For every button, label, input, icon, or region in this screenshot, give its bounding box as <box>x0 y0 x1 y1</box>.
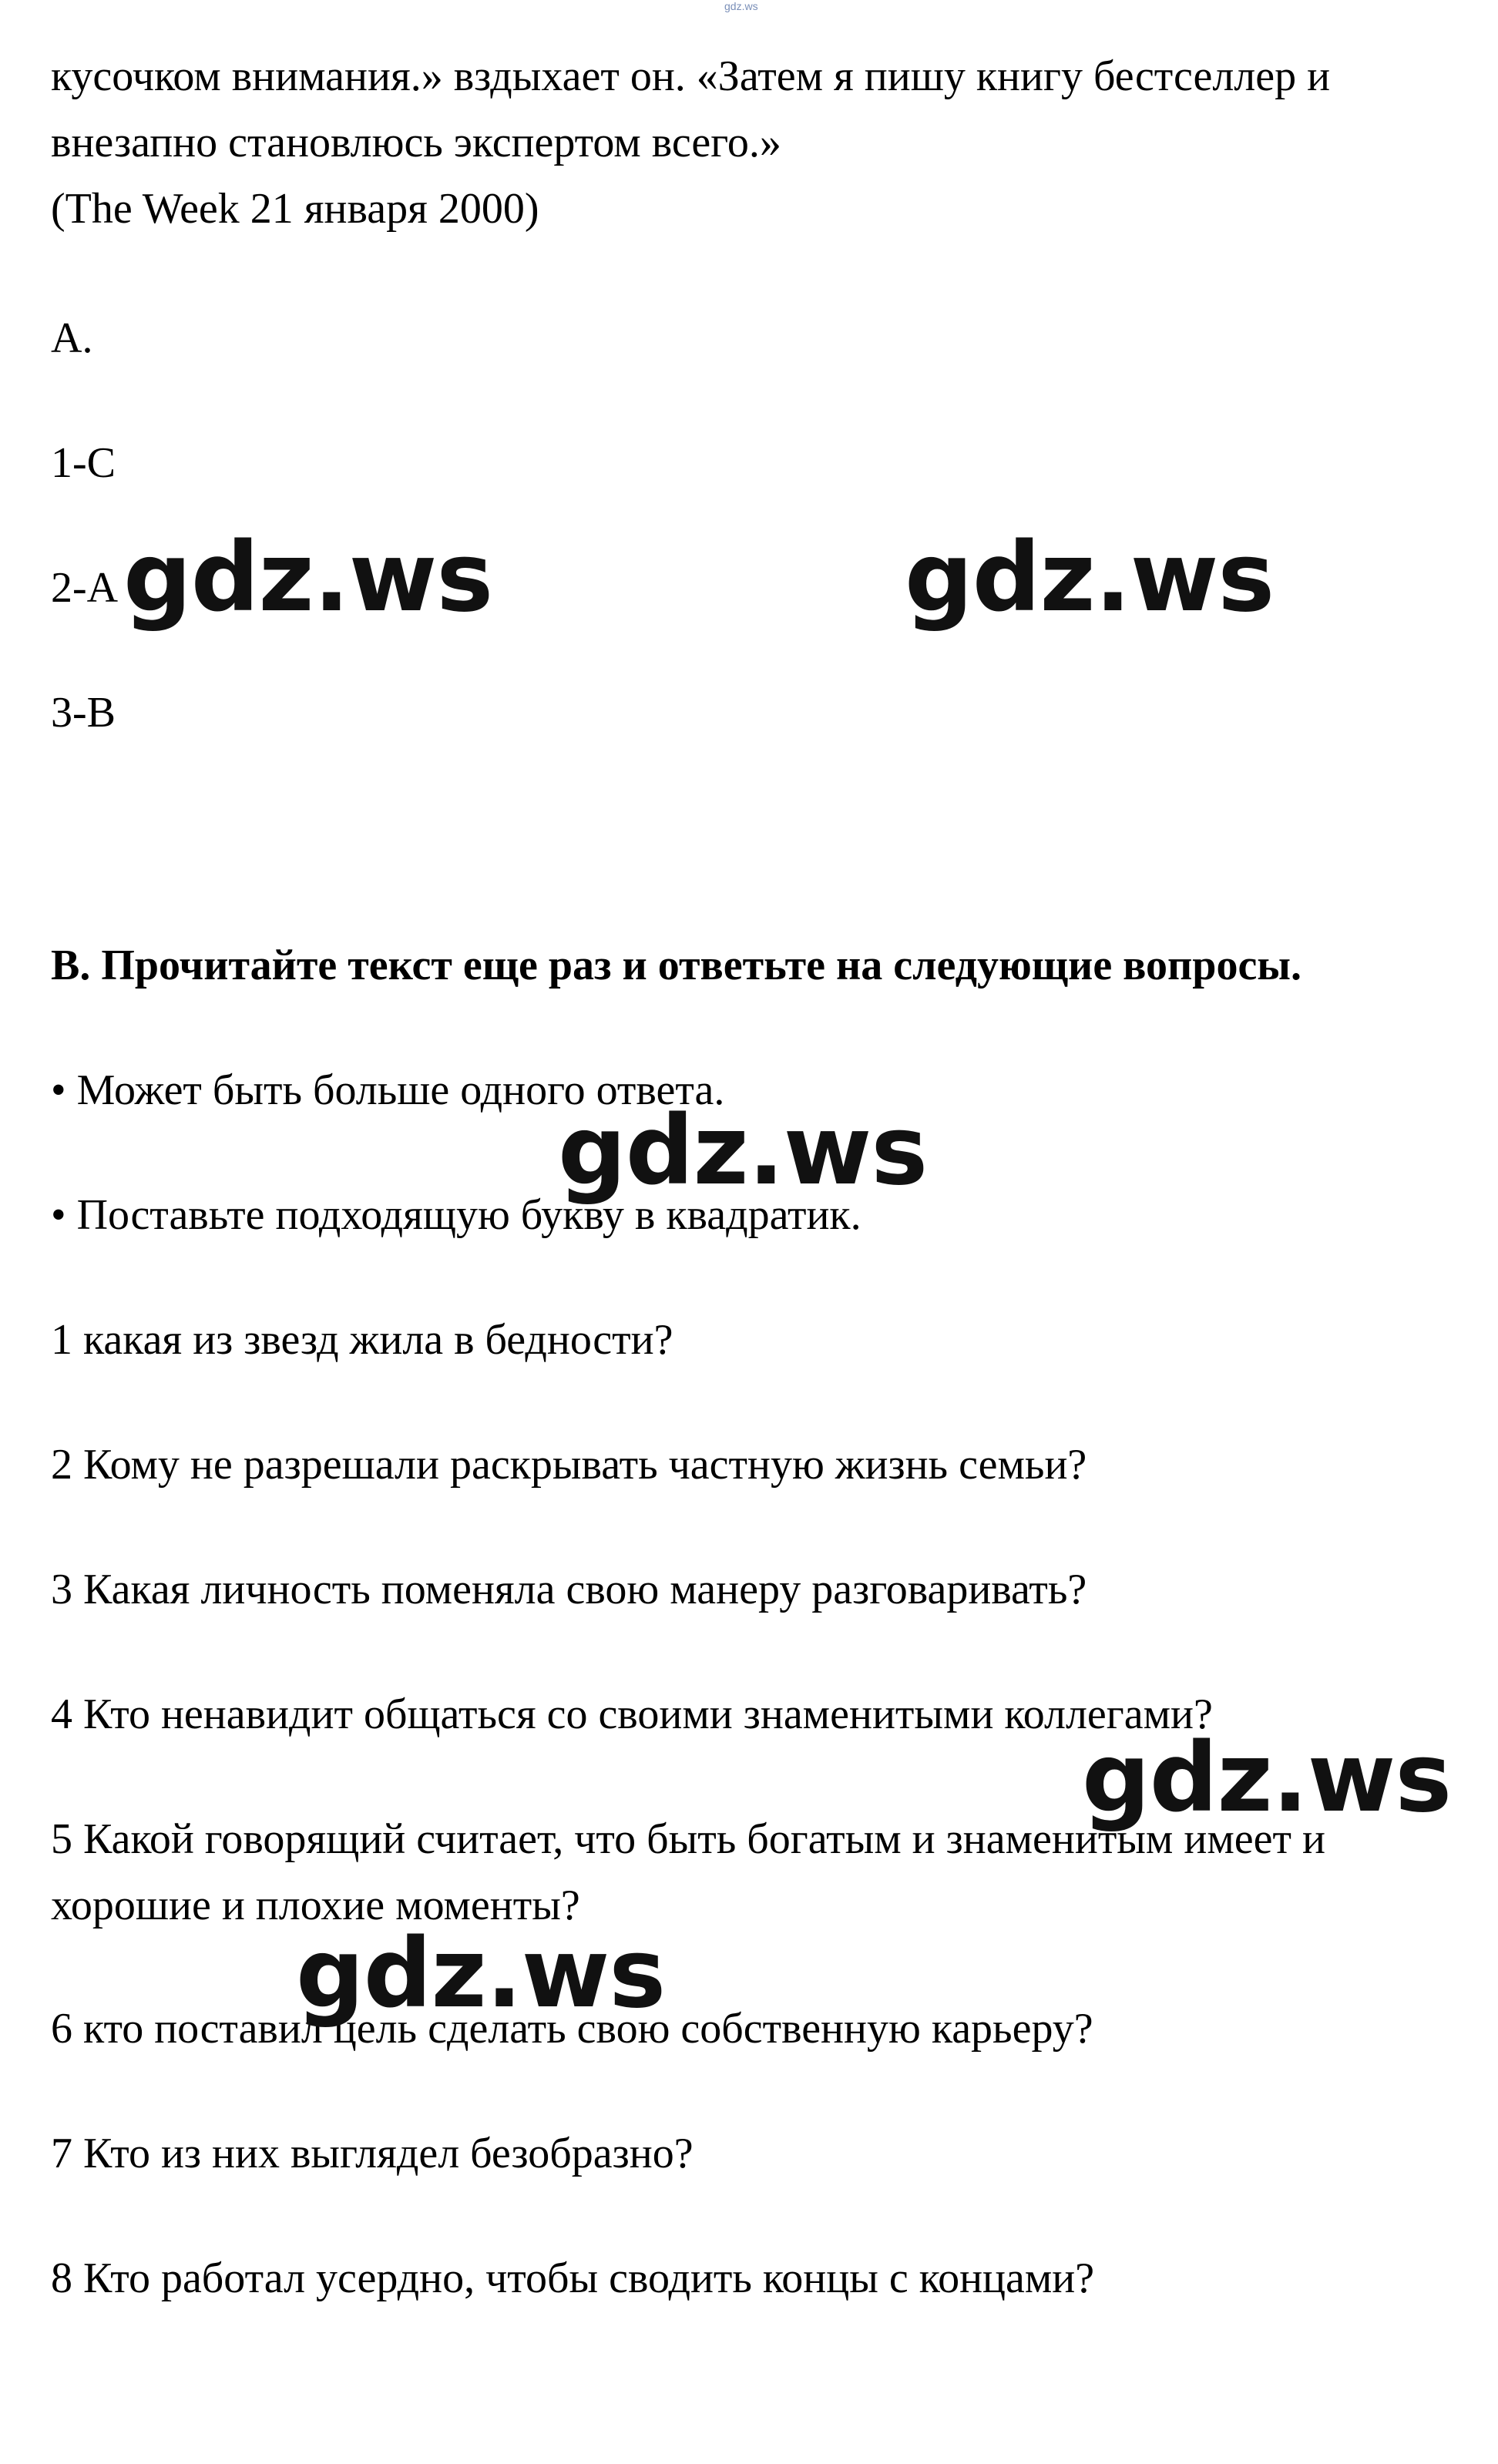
watermark-logo: gdz.ws <box>296 1918 666 2029</box>
question-5-line-2: хорошие и плохие моменты? <box>51 1882 580 1929</box>
question-7: 7 Кто из них выглядел безобразно? <box>51 2130 694 2177</box>
question-1: 1 какая из звезд жила в бедности? <box>51 1316 673 1364</box>
section-a-heading: A. <box>51 314 93 362</box>
intro-line-1: кусочком внимания.» вздыхает он. «Затем я пишу книгу бестселлер и <box>51 52 1331 100</box>
watermark-logo: gdz.ws <box>123 522 493 633</box>
note-2: • Поставьте подходящую букву в квадратик. <box>51 1191 862 1239</box>
watermark-logo: gdz.ws <box>905 522 1275 633</box>
watermark-logo: gdz.ws <box>558 1096 928 1207</box>
question-8: 8 Кто работал усердно, чтобы сводить концы с концами? <box>51 2254 1095 2302</box>
question-5-line-1: 5 Какой говорящий считает, что быть богатым и знаменитым имеет и <box>51 1815 1325 1863</box>
question-4: 4 Кто ненавидит общаться со своими знаменитыми коллегами? <box>51 1690 1213 1738</box>
intro-line-2: внезапно становлюсь экспертом всего.» <box>51 119 781 166</box>
answer-2: 2-A <box>51 564 119 612</box>
question-6: 6 кто поставил цель сделать свою собственную карьеру? <box>51 2005 1093 2053</box>
question-3: 3 Какая личность поменяла свою манеру разговаривать? <box>51 1566 1087 1613</box>
watermark-logo: gdz.ws <box>1082 1723 1452 1834</box>
source-citation: (The Week 21 января 2000) <box>51 185 539 233</box>
section-b-heading: B. Прочитайте текст еще раз и ответьте на следующие вопросы. <box>51 942 1302 989</box>
note-1: • Может быть больше одного ответа. <box>51 1066 725 1114</box>
header-watermark: gdz.ws <box>724 0 758 12</box>
question-2: 2 Кому не разрешали раскрывать частную жизнь семьи? <box>51 1441 1087 1489</box>
answer-1: 1-C <box>51 439 116 487</box>
answer-3: 3-B <box>51 689 116 737</box>
